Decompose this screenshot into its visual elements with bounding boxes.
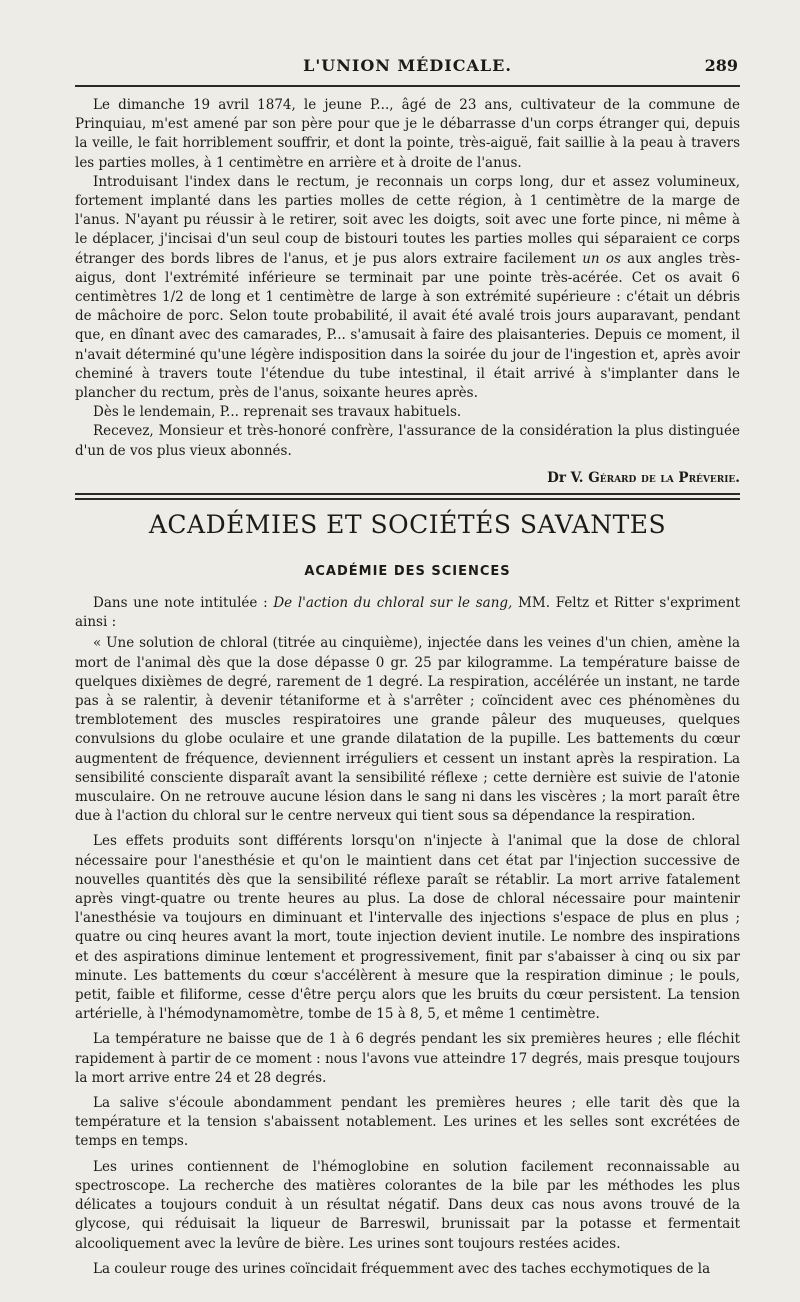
article-paragraph: Recevez, Monsieur et très-honoré confrère, l'assurance de la considération la plus distinguée d'un de vos plus vieux abonnés.: [75, 423, 740, 459]
section-divider-bottom: [75, 498, 740, 500]
page-number: 289: [704, 56, 738, 75]
article-paragraph: Le dimanche 19 avril 1874, le jeune P..., âgé de 23 ans, cultivateur de la commune de Prinquiau, m'est amené par son père pour que je le débarrasse d'un corps étranger qui, depuis la veille, le fait horriblement souffrir, et dont la pointe, très-aiguë, fait saillie à la peau à travers les parties molles, à 1 centimètre en arrière et à droite de l'anus.: [75, 97, 740, 171]
section-subtitle: ACADÉMIE DES SCIENCES: [304, 564, 511, 579]
article-paragraph-text: Introduisant l'index dans le rectum, je reconnais un corps long, dur et assez volumineux, fortement implanté dans les parties molles de cette région, à 1 centimètre de la marge de l'anus. N'ayant pu réussir à le retirer, soit avec les doigts, soit avec une forte pince, ni même à le déplacer, j'incisai d'un seul coup de bistouri toutes les parties molles qui séparaient ce corps étranger des bords libres de l'anus, et je pus alors extraire facilement: [75, 173, 740, 267]
header-rule: [75, 85, 740, 87]
section-paragraph: La température ne baisse que de 1 à 6 degrés pendant les six premières heures ; elle fléchit rapidement à partir de ce moment : nous l'avons vue atteindre 17 degrés, mais presque toujours la mort arrive entre 24 et 28 degrés.: [75, 1031, 740, 1086]
section-paragraph: « Une solution de chloral (titrée au cinquième), injectée dans les veines d'un chien, amène la mort de l'animal dès que la dose dépasse 0 gr. 25 par kilogramme. La température baisse de quelques dixièmes de degré, rarement de 1 degré. La respiration, accélérée un instant, ne tarde pas à se ralentir, à devenir tétaniforme et à s'arrêter ; coïncident avec ces phénomènes du tremblotement des muscles respiratoires une grande pâleur des muqueuses, quelques convulsions du globe oculaire et une grande dilatation de la pupille. Les battements du cœur augmentent de fréquence, deviennent irréguliers et cessent un instant après la respiration. La sensibilité consciente disparaît avant la sensibilité réflexe ; cette dernière est suivie de l'atonie musculaire. On ne retrouve aucune lésion dans le sang ni dans les viscères ; la mort paraît être due à l'action du chloral sur le centre nerveux qui tient sous sa dépendance la respiration.: [75, 635, 740, 825]
running-title: L'UNION MÉDICALE.: [303, 56, 512, 75]
signature-prefix: Dr V.: [547, 470, 584, 486]
note-title: De l'action du chloral sur le sang,: [273, 595, 513, 611]
signature-name: Gérard de la Préverie.: [588, 470, 740, 486]
signature: [75, 470, 740, 486]
section-paragraph: La salive s'écoule abondamment pendant les premières heures ; elle tarit dès que la température et la tension s'abaissent notablement. Les urines et les selles sont excrétées de temps en temps.: [75, 1095, 740, 1150]
section-paragraph: Les urines contiennent de l'hémoglobine en solution facilement reconnaissable au spectroscope. La recherche des matières colorantes de la bile par les méthodes les plus délicates a toujours conduit à un résultat négatif. Dans deux cas nous avons trouvé de la glycose, qui réduisait la liqueur de Barreswil, brunissait par la potasse et fermentait alcooliquement avec la levûre de bière. Les urines sont toujours restées acides.: [75, 1158, 740, 1252]
article-paragraph: Dès le lendemain, P... reprenait ses travaux habituels.: [93, 404, 462, 421]
article-paragraph: [75, 173, 740, 403]
article-paragraph-text: aux angles très-aigus, dont l'extrémité inférieure se terminait par une pointe très-acérée. Cet os avait 6 centimètres 1/2 de long et 1 centimètre de large à son extrémité supérieure : c'était un débris de mâchoire de porc. Selon toute probabilité, il avait été avalé trois jours auparavant, pendant que, en dînant avec des camarades, P... s'amusait à faire des plaisanteries. Depuis ce moment, il n'avait déterminé qu'une légère indisposition dans la soirée du jour de l'ingestion et, après avoir cheminé à travers toute l'étendue du tube intestinal, il était arrivé à s'implanter dans le plancher du rectum, près de l'anus, soixante heures après.: [75, 250, 741, 402]
section-divider-top: [75, 493, 740, 495]
page-header: [75, 56, 740, 82]
italic-phrase: un os: [582, 250, 621, 267]
section-paragraph: La couleur rouge des urines coïncidait fréquemment avec des taches ecchymotiques de la: [93, 1260, 711, 1277]
case-report: [75, 96, 740, 461]
section-paragraph: Les effets produits sont différents lorsqu'on n'injecte à l'animal que la dose de chloral nécessaire pour l'anesthésie et qu'on le maintient dans cet état par l'injection successive de nouvelles quantités dès que la sensibilité réflexe paraît se rétablir. La mort arrive fatalement après vingt-quatre ou trente heures au plus. La dose de chloral nécessaire pour maintenir l'anesthésie va toujours en diminuant et l'intervalle des injections s'espace de plus en plus ; quatre ou cinq heures avant la mort, toute injection devient inutile. Le nombre des inspirations et des aspirations diminue lentement et progressivement, finit par s'abaisser à cinq ou six par minute. Les battements du cœur s'accélèrent à mesure que la respiration diminue ; le pouls, petit, faible et filiforme, cesse d'être perçu alors que les bruits du cœur persistent. La tension artérielle, à l'hémodynamomètre, tombe de 15 à 8, 5, et même 1 centimètre.: [75, 833, 740, 1023]
section-intro: [75, 594, 740, 632]
intro-after: MM. Feltz et Ritter s'expriment ainsi :: [75, 595, 741, 631]
academy-report: [75, 594, 740, 1279]
section-title: ACADÉMIES ET SOCIÉTÉS SAVANTES: [148, 510, 667, 539]
intro-before: Dans une note intitulée :: [93, 595, 274, 611]
